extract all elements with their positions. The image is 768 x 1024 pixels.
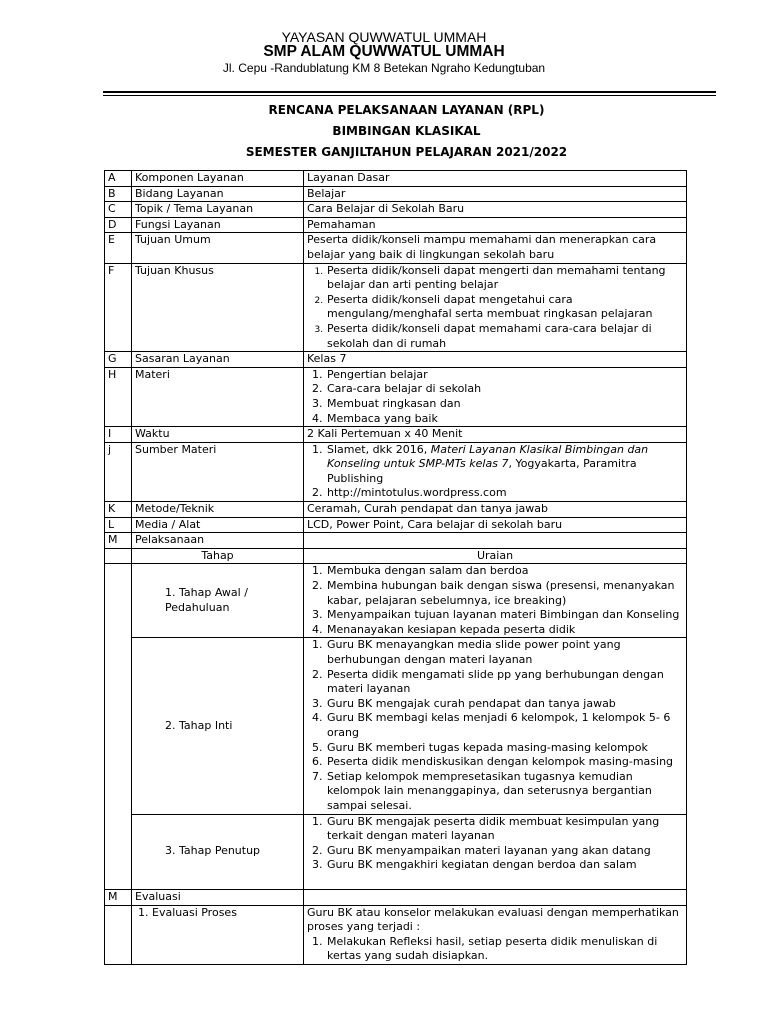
- table-row: [105, 442, 687, 501]
- row-code: B: [105, 186, 132, 202]
- row-label: Pelaksanaan: [132, 533, 304, 549]
- list-item: [326, 443, 683, 487]
- row-value: Ceramah, Curah pendapat dan tanya jawab: [304, 502, 687, 518]
- row-label: Evaluasi: [132, 889, 304, 905]
- list-item: 2. http://mintotulus.wordpress.com: [326, 486, 683, 501]
- material-list: [307, 368, 683, 426]
- document-subtitle: BIMBINGAN KLASIKAL: [332, 124, 481, 138]
- stage-label: 1. Tahap Awal / Pedahuluan: [165, 586, 248, 614]
- stage-label: 2. Tahap Inti: [132, 638, 304, 814]
- table-row: [105, 263, 687, 352]
- row-value: Cara Belajar di Sekolah Baru: [304, 202, 687, 218]
- row-code: K: [105, 502, 132, 518]
- row-label: Tujuan Umum: [132, 233, 304, 263]
- row-code: D: [105, 217, 132, 233]
- stage-steps: [307, 638, 683, 813]
- row-value: [304, 263, 687, 352]
- list-item: 1. Membuka dengan salam dan berdoa: [326, 564, 683, 579]
- evaluation-process-label: 1. Evaluasi Proses: [132, 905, 304, 964]
- row-value: Kelas 7: [304, 352, 687, 368]
- row-label: Bidang Layanan: [132, 186, 304, 202]
- table-row: [105, 502, 687, 518]
- list-item: 1. Peserta didik/konseli dapat mengerti dan memahami tentang belajar dan arti penting belajar: [326, 264, 683, 293]
- row-value: [304, 533, 687, 549]
- row-code: L: [105, 517, 132, 533]
- row-code: I: [105, 427, 132, 443]
- school-name: SMP ALAM QUWWATUL UMMAH: [263, 43, 505, 60]
- document-semester: SEMESTER GANJILTAHUN PELAJARAN 2021/2022: [245, 145, 568, 159]
- list-item: 2. Guru BK menyampaikan materi layanan yang akan datang: [326, 844, 683, 859]
- table-row: [105, 186, 687, 202]
- list-item: 7. Setiap kelompok mempresetasikan tugasnya kemudian kelompok lain menanggapinya, dan seterusnya bergantian sampai selesai.: [326, 770, 683, 814]
- list-item: 2. Peserta didik mengamati slide pp yang berhubungan dengan materi layanan: [326, 668, 683, 697]
- blank-cell: [105, 548, 132, 564]
- list-item: 3. Guru BK mengakhiri kegiatan dengan berdoa dan salam: [326, 858, 683, 873]
- row-value: [304, 367, 687, 426]
- school-address: Jl. Cepu -Randublatung KM 8 Betekan Ngraho Kedungtuban: [222, 61, 546, 75]
- row-label: Materi: [132, 367, 304, 426]
- row-value: Pemahaman: [304, 217, 687, 233]
- list-item: 6. Peserta didik mendiskusikan dengan kelompok masing-masing: [326, 755, 683, 770]
- table-row: [105, 517, 687, 533]
- stage-row-inti: [105, 638, 687, 814]
- list-item: 2. Membina hubungan baik dengan siswa (presensi, menanyakan kabar, pelajaran sebelumnya, ice breaking): [326, 579, 683, 608]
- list-item: 3. Guru BK mengajak curah pendapat dan tanya jawab: [326, 697, 683, 712]
- stage-row-penutup: [105, 814, 687, 889]
- row-value: Layanan Dasar: [304, 171, 687, 187]
- row-value: 2 Kali Pertemuan x 40 Menit: [304, 427, 687, 443]
- row-value: [304, 442, 687, 501]
- blank-cell: [105, 905, 132, 964]
- table-row: [105, 533, 687, 549]
- row-label: Topik / Tema Layanan: [132, 202, 304, 218]
- blank-cell: [105, 564, 132, 889]
- table-row: [105, 352, 687, 368]
- row-code: E: [105, 233, 132, 263]
- list-item: 1. Guru BK menayangkan media slide power point yang berhubungan dengan materi layanan: [326, 638, 683, 667]
- table-row: [105, 171, 687, 187]
- list-item: 1. Guru BK mengajak peserta didik membuat kesimpulan yang terkait dengan materi layanan: [326, 815, 683, 844]
- list-item: 2. Peserta didik/konseli dapat mengetahui cara mengulang/menghafal serta membuat ringkasan pelajaran: [326, 293, 683, 322]
- source-title: Materi Layanan Klasikal Bimbingan dan Konseling untuk SMP-MTs kelas 7: [327, 442, 649, 471]
- table-row: [105, 427, 687, 443]
- row-code: M: [105, 533, 132, 549]
- rpl-table: [104, 170, 687, 965]
- stages-header-row: [105, 548, 687, 564]
- list-item: 2. Cara-cara belajar di sekolah: [326, 382, 683, 397]
- row-label: Fungsi Layanan: [132, 217, 304, 233]
- row-value: Belajar: [304, 186, 687, 202]
- row-code: C: [105, 202, 132, 218]
- list-item: 1. Melakukan Refleksi hasil, setiap peserta didik menuliskan di kertas yang sudah disiapkan.: [326, 935, 683, 964]
- stage-column-header: Tahap: [132, 548, 304, 564]
- foundation-name: YAYASAN QUWWATUL UMMAH: [281, 29, 487, 45]
- row-code: A: [105, 171, 132, 187]
- source-list: [307, 443, 683, 501]
- evaluation-process-intro: Guru BK atau konselor melakukan evaluasi dengan memperhatikan proses yang terjadi :: [307, 905, 679, 934]
- table-row: [105, 233, 687, 263]
- row-value: LCD, Power Point, Cara belajar di sekolah baru: [304, 517, 687, 533]
- evaluation-process-row: [105, 905, 687, 964]
- row-label: Sumber Materi: [132, 442, 304, 501]
- row-code: j: [105, 442, 132, 501]
- source-publisher: , Yogyakarta, Paramitra Publishing: [327, 457, 637, 485]
- letterhead-rule-thin: [103, 95, 716, 96]
- stage-steps: [307, 815, 683, 873]
- table-row: [105, 367, 687, 426]
- row-label: Media / Alat: [132, 517, 304, 533]
- stage-steps: [307, 564, 683, 637]
- row-label: Waktu: [132, 427, 304, 443]
- table-row: [105, 889, 687, 905]
- row-code: F: [105, 263, 132, 352]
- row-label: Sasaran Layanan: [132, 352, 304, 368]
- row-value: [304, 889, 687, 905]
- table-row: [105, 202, 687, 218]
- list-item: 3. Membuat ringkasan dan: [326, 397, 683, 412]
- list-item: 4. Membaca yang baik: [326, 412, 683, 427]
- row-label: Metode/Teknik: [132, 502, 304, 518]
- list-item: 3. Menyampaikan tujuan layanan materi Bimbingan dan Konseling: [326, 608, 683, 623]
- row-code: M: [105, 889, 132, 905]
- row-label: Komponen Layanan: [132, 171, 304, 187]
- list-item: 4. Menanayakan kesiapan kepada peserta didik: [326, 623, 683, 638]
- description-column-header: Uraian: [304, 548, 687, 564]
- source-author: Slamet, dkk 2016,: [327, 442, 431, 456]
- list-item: 4. Guru BK membagi kelas menjadi 6 kelompok, 1 kelompok 5- 6 orang: [326, 711, 683, 740]
- evaluation-process-steps: [307, 935, 683, 964]
- specific-goals-list: [307, 264, 683, 352]
- row-code: G: [105, 352, 132, 368]
- letterhead-rule-thick: [103, 91, 716, 93]
- list-item: 1. Pengertian belajar: [326, 368, 683, 383]
- row-value: Peserta didik/konseli mampu memahami dan menerapkan cara belajar yang baik di lingkungan sekolah baru: [304, 233, 687, 263]
- table-row: [105, 217, 687, 233]
- document-title: RENCANA PELAKSANAAN LAYANAN (RPL): [268, 103, 545, 117]
- stage-label: 3. Tahap Penutup: [132, 814, 304, 889]
- stage-row-awal: [105, 564, 687, 638]
- row-label: Tujuan Khusus: [132, 263, 304, 352]
- list-item: 3. Peserta didik/konseli dapat memahami cara-cara belajar di sekolah dan di rumah: [326, 322, 683, 351]
- list-item: 5. Guru BK memberi tugas kepada masing-masing kelompok: [326, 741, 683, 756]
- row-code: H: [105, 367, 132, 426]
